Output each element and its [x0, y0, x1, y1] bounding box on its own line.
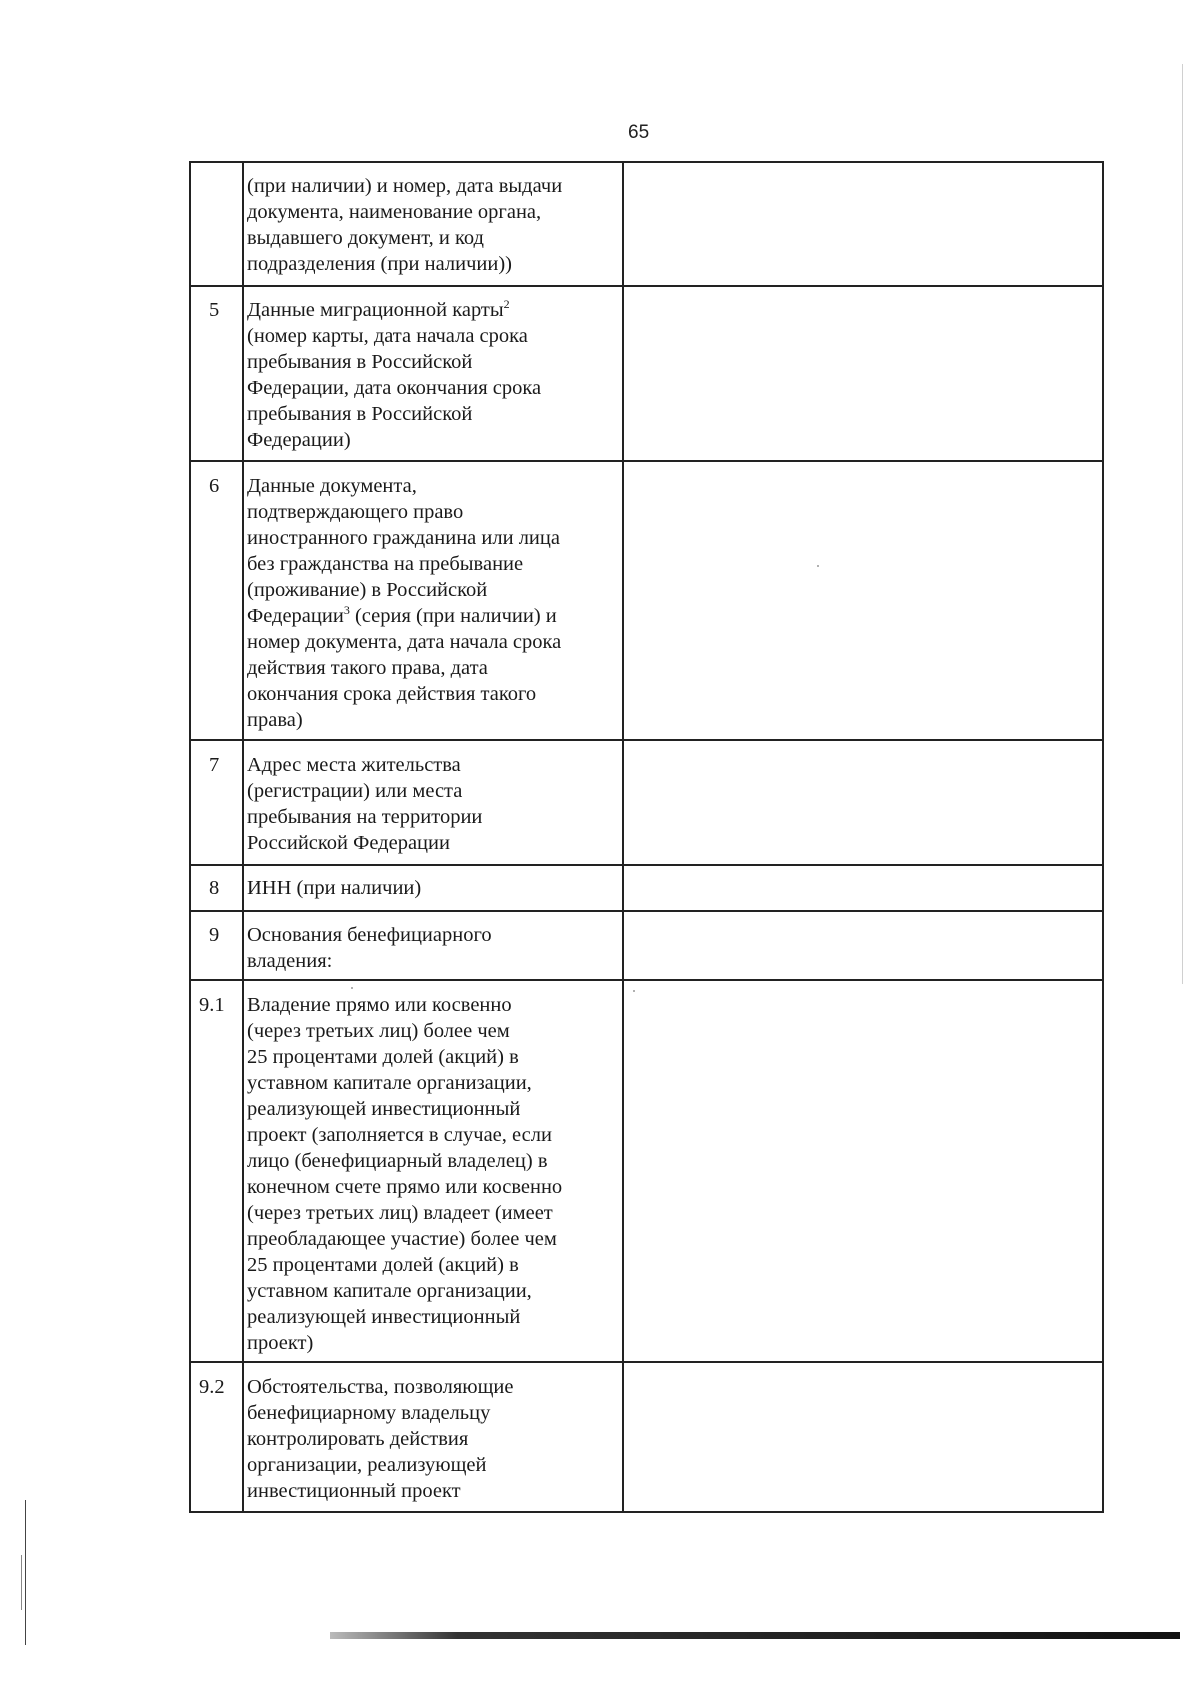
value-cell[interactable]	[624, 981, 1101, 1361]
row-description: Обстоятельства, позволяющие бенефициарному владельцу контролировать действия организации, реализующей инвестиционный проект	[247, 1376, 514, 1502]
scan-edge-line	[21, 1555, 22, 1610]
value-cell[interactable]	[624, 866, 1101, 910]
value-cell[interactable]	[624, 163, 1101, 285]
row-number: 9	[209, 924, 220, 946]
value-cell[interactable]	[624, 741, 1101, 864]
table-border-bottom	[189, 1511, 1104, 1513]
table-column-divider	[242, 161, 244, 1513]
row-description: Адрес места жительства (регистрации) или места пребывания на территории Российской Федерации	[247, 754, 483, 854]
row-number: 9.1	[199, 994, 225, 1016]
row-description: Данные документа, подтверждающего право иностранного гражданина или лица без гражданства на пребывание (проживание) в Российской Федерации$^3$ (серия (при наличии) и номер документа, дата начала срока действия такого права, дата окончания срока действия такого права)	[247, 475, 562, 731]
scan-edge-line	[25, 1500, 26, 1645]
value-cell[interactable]	[624, 287, 1101, 460]
value-cell[interactable]	[624, 462, 1101, 739]
row-number: 6	[209, 475, 220, 497]
value-cell[interactable]	[624, 912, 1101, 979]
row-description: Данные миграционной карты$^2$ (номер карты, дата начала срока пребывания в Российской Федерации, дата окончания срока пребывания в Российской Федерации)	[247, 297, 542, 451]
row-description: (при наличии) и номер, дата выдачи документа, наименование органа, выдавшего документ, и код подразделения (при наличии))	[247, 175, 563, 275]
beneficiary-data-table	[189, 161, 1104, 1513]
row-number: 8	[209, 877, 220, 899]
table-border-right	[1102, 161, 1104, 1513]
value-cell[interactable]	[624, 1363, 1101, 1511]
footnote-marker: 2	[503, 297, 510, 312]
scan-edge-line	[1182, 64, 1183, 984]
row-description: ИНН (при наличии)	[247, 877, 422, 899]
row-description: Основания бенефициарного владения:	[247, 924, 492, 972]
page-number: 65	[628, 122, 650, 143]
row-number: 9.2	[199, 1376, 225, 1398]
table-border-left	[189, 161, 191, 1513]
row-number: 7	[209, 754, 220, 776]
scan-bottom-bar	[330, 1632, 1180, 1639]
footnote-marker: 3	[343, 603, 350, 618]
row-description: Владение прямо или косвенно (через третьих лиц) более чем 25 процентами долей (акций) в уставном капитале организации, реализующей инвестиционный проект (заполняется в случае, если лицо (бенефициарный владелец) в конечном счете прямо или косвенно (через третьих лиц) владеет (имеет преобладающее участие) более чем 25 процентами долей (акций) в уставном капитале организации, реализующей инвестиционный проект)	[247, 994, 563, 1354]
row-number: 5	[209, 299, 220, 321]
